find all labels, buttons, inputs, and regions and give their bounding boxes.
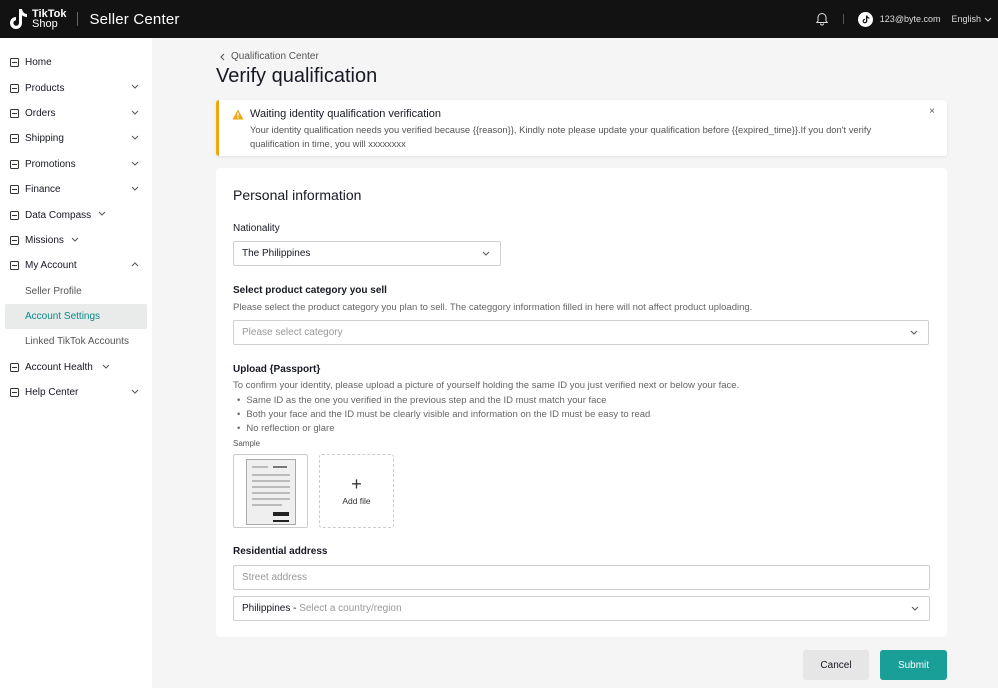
nav-icon [10, 109, 19, 118]
sidebar-item-label: Shipping [25, 133, 64, 145]
page-title: Verify qualification [216, 65, 378, 87]
alert-body: Your identity qualification needs you verified because {{reason}}, Kindly note please update your qualification before {{expired_time}}.If you don't verify qualification in time, you will xxxxxxxx [250, 124, 872, 149]
nav-icon [10, 185, 19, 194]
nav-icon [10, 211, 19, 220]
sidebar-item-home[interactable] [0, 50, 152, 75]
chevron-down-icon [131, 389, 139, 394]
language-selector[interactable] [951, 14, 992, 24]
nav-icon [10, 388, 19, 397]
upload-help: To confirm your identity, please upload a picture of yourself holding the same ID you just verified next or below your face. [233, 380, 740, 391]
sidebar-item-products[interactable] [0, 75, 152, 100]
sidebar-item-label: Account Settings [25, 311, 101, 323]
sidebar-item-label: Orders [25, 107, 56, 119]
language-label: English [951, 14, 981, 24]
chevron-down-icon [71, 237, 79, 242]
chevron-down-icon [910, 330, 918, 335]
category-placeholder: Please select category [242, 327, 343, 338]
sidebar-item-promotions[interactable] [0, 152, 152, 177]
list-item: • No reflection or glare [233, 422, 650, 436]
upload-requirements [233, 394, 650, 436]
plus-icon: + [351, 474, 362, 494]
nav-icon [10, 261, 19, 270]
sidebar-item-missions[interactable] [0, 228, 152, 253]
chevron-down-icon [131, 186, 139, 191]
chevron-down-icon [482, 251, 490, 256]
tiktok-logo-icon [8, 8, 28, 30]
nav-icon [10, 58, 19, 67]
sidebar-item-shipping[interactable] [0, 126, 152, 151]
chevron-down-icon [98, 211, 106, 216]
tiktok-avatar-icon[interactable] [858, 12, 873, 27]
chevron-left-icon [220, 53, 225, 61]
list-item: • Both your face and the ID must be clearly visible and information on the ID must be easy to read [233, 408, 650, 422]
chevron-down-icon [102, 364, 110, 369]
chevron-down-icon [131, 84, 139, 89]
app-title: Seller Center [89, 10, 180, 28]
warning-icon [232, 109, 244, 120]
tiktok-shop-logo[interactable] [8, 8, 66, 30]
nav-icon [10, 134, 19, 143]
add-file-label: Add file [342, 496, 371, 506]
logo-line1: TikTok [32, 8, 67, 20]
sidebar-item-help-center[interactable] [0, 380, 152, 405]
sidebar-item-data-compass[interactable] [0, 202, 152, 227]
category-select[interactable] [233, 320, 929, 345]
header-right-divider [843, 14, 844, 24]
street-placeholder: Street address [242, 572, 308, 583]
breadcrumb[interactable] [220, 51, 319, 62]
sidebar-item-label: Linked TikTok Accounts [25, 336, 129, 348]
nationality-label: Nationality [233, 223, 280, 234]
sidebar-item-orders[interactable] [0, 101, 152, 126]
card-title: Personal information [233, 187, 362, 203]
street-address-input[interactable] [233, 565, 930, 590]
sidebar-item-label: Products [25, 82, 65, 94]
personal-information-card [216, 168, 947, 637]
nationality-select[interactable] [233, 241, 501, 266]
sidebar-item-label: Home [25, 57, 52, 69]
sidebar-item-label: Seller Profile [25, 285, 82, 297]
user-email[interactable]: 123@byte.com [879, 14, 941, 24]
sidebar-item-label: Account Health [25, 361, 93, 373]
sample-label: Sample [233, 439, 261, 448]
category-help: Please select the product category you plan to sell. The categgory information filled in here will not affect product uploading. [233, 302, 753, 313]
chevron-down-icon [984, 17, 992, 22]
address-label: Residential address [233, 546, 328, 557]
sidebar-item-account-health[interactable] [0, 355, 152, 380]
chevron-down-icon [131, 110, 139, 115]
warning-alert [216, 100, 947, 156]
header-divider [77, 12, 78, 26]
top-bar [0, 0, 998, 38]
category-label: Select product category you sell [233, 285, 387, 296]
chevron-up-icon [131, 262, 139, 267]
nav-icon [10, 160, 19, 169]
breadcrumb-label: Qualification Center [231, 51, 319, 62]
bell-icon[interactable] [815, 12, 829, 26]
sidebar-item-label: Promotions [25, 158, 76, 170]
close-icon[interactable]: × [929, 106, 935, 117]
country-region-select[interactable] [233, 596, 930, 621]
nav-icon [10, 236, 19, 245]
nav-icon [10, 363, 19, 372]
sidebar [0, 38, 152, 688]
chevron-down-icon [131, 135, 139, 140]
alert-title: Waiting identity qualification verification [250, 108, 441, 120]
logo-text [32, 9, 66, 29]
add-file-button[interactable] [319, 454, 394, 528]
sidebar-item-label: Finance [25, 184, 61, 196]
passport-sample-image [246, 459, 296, 525]
sidebar-item-label: Data Compass [25, 209, 92, 221]
country-prefix: Philippines - [242, 603, 300, 614]
nav-icon [10, 84, 19, 93]
cancel-button[interactable]: Cancel [803, 650, 869, 680]
header-right [815, 0, 998, 38]
chevron-down-icon [911, 606, 919, 611]
sample-image [233, 454, 308, 528]
list-item: • Same ID as the one you verified in the previous step and the ID must match your face [233, 394, 650, 408]
sidebar-item-my-account[interactable] [0, 253, 152, 278]
sidebar-item-label: Missions [25, 234, 64, 246]
sidebar-item-account-settings[interactable] [5, 304, 147, 329]
country-placeholder: Select a country/region [299, 603, 402, 614]
chevron-down-icon [131, 161, 139, 166]
sidebar-item-label: Help Center [25, 387, 79, 399]
logo-line2: Shop [32, 18, 58, 30]
nationality-value: The Philippines [242, 248, 311, 259]
sidebar-item-finance[interactable] [0, 177, 152, 202]
sidebar-item-linked-tiktok-accounts[interactable] [0, 329, 152, 354]
submit-button[interactable]: Submit [880, 650, 947, 680]
sidebar-item-label: My Account [25, 260, 77, 272]
sidebar-item-seller-profile[interactable] [0, 279, 152, 304]
upload-label: Upload {Passport} [233, 364, 321, 375]
